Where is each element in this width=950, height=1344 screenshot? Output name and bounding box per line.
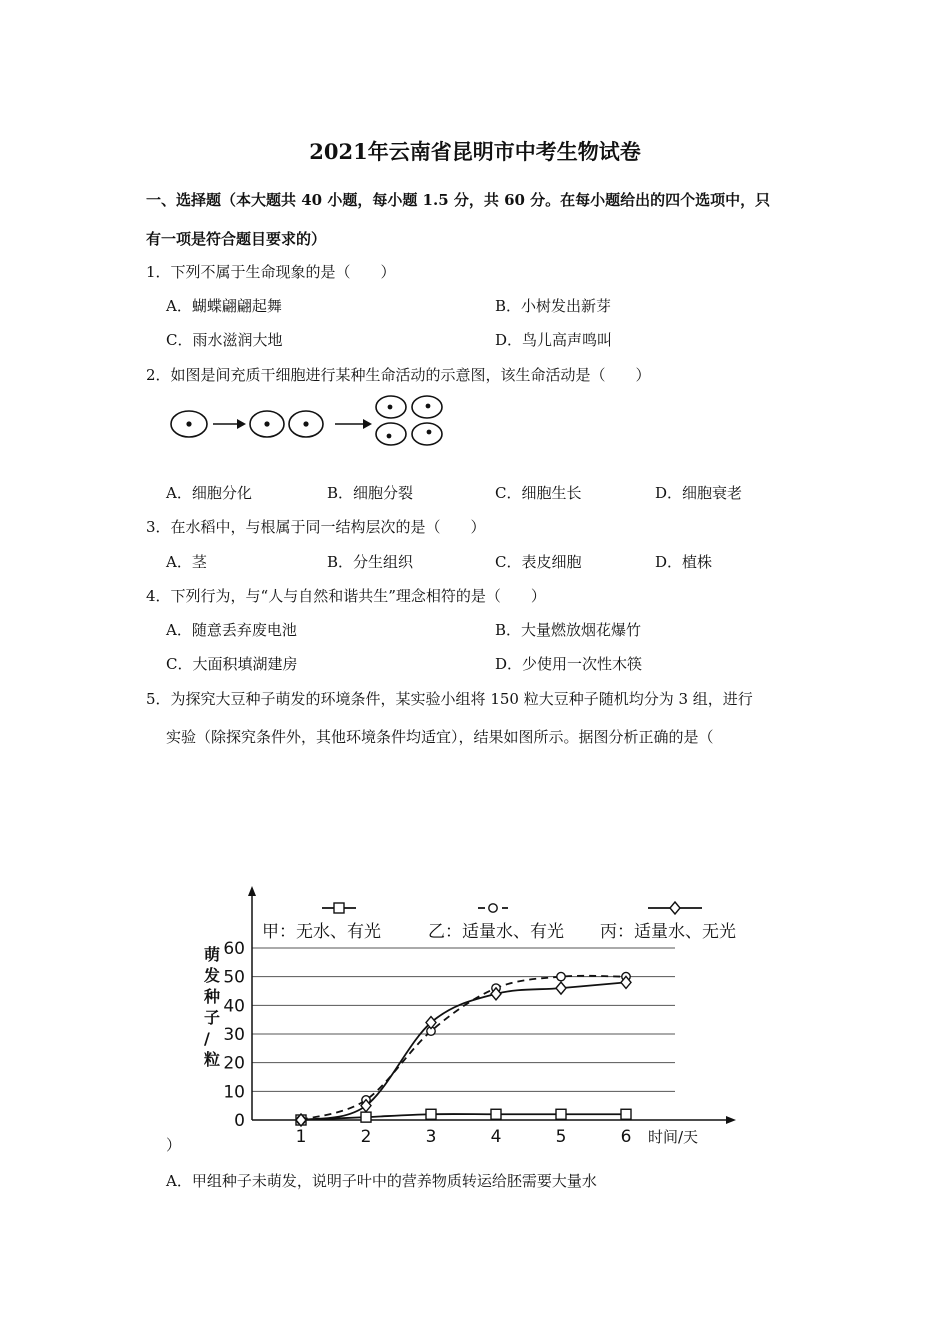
x-tick-label: 5 xyxy=(555,1127,567,1147)
y-tick-label: 50 xyxy=(223,967,245,988)
q3-option-d: D．植株 xyxy=(655,553,713,571)
data-point-series-1 xyxy=(621,1109,631,1119)
cell-division-diagram xyxy=(165,390,455,450)
x-tick-label: 2 xyxy=(360,1127,372,1147)
q3-option-b: B．分生组织 xyxy=(327,553,414,571)
nucleus xyxy=(303,421,308,426)
question-text: 下列不属于生命现象的是（ ） xyxy=(170,263,396,281)
y-axis-label-char: 萌 xyxy=(204,945,221,964)
series-line-3 xyxy=(301,982,626,1120)
question-5 xyxy=(146,688,753,709)
question-5-close-paren: ） xyxy=(166,1136,182,1154)
y-axis-label-char: 粒 xyxy=(204,1050,221,1069)
question-number: 4． xyxy=(146,587,171,605)
section-heading-line2: 有一项是符合题目要求的） xyxy=(146,230,327,248)
q4-option-b: B．大量燃放烟花爆竹 xyxy=(495,621,642,639)
cell xyxy=(412,423,442,445)
q5-option-a: A．甲组种子未萌发，说明子叶中的营养物质转运给胚需要大量水 xyxy=(166,1172,597,1190)
data-point-series-1 xyxy=(426,1109,436,1119)
x-tick-label: 6 xyxy=(620,1127,632,1147)
question-3 xyxy=(146,516,486,537)
y-axis-label-char: 发 xyxy=(204,966,221,985)
question-number: 1． xyxy=(146,263,171,281)
page-title: 2021年云南省昆明市中考生物试卷 xyxy=(309,139,641,164)
y-tick-label: 60 xyxy=(223,939,245,959)
q1-option-a: A．蝴蝶翩翩起舞 xyxy=(166,297,282,315)
y-tick-label: 20 xyxy=(223,1053,245,1074)
data-point-series-2 xyxy=(557,972,565,980)
question-text: 为探究大豆种子萌发的环境条件，某实验小组将 150 粒大豆种子随机均分为 3 组，进行 xyxy=(170,690,753,708)
y-axis-label xyxy=(203,945,220,1069)
q1-option-b: B．小树发出新芽 xyxy=(495,297,612,315)
x-axis-label: 时间/天 xyxy=(648,1128,699,1146)
y-tick-label: 0 xyxy=(234,1111,245,1131)
y-tick-label: 40 xyxy=(223,996,245,1017)
x-tick-label: 3 xyxy=(425,1127,437,1147)
question-number: 5． xyxy=(146,690,171,708)
question-number: 2． xyxy=(146,366,171,384)
legend-marker xyxy=(489,904,497,912)
q3-option-a: A．茎 xyxy=(166,553,207,571)
nucleus xyxy=(387,434,392,439)
legend-label: 丙：适量水、无光 xyxy=(600,922,736,942)
question-1 xyxy=(146,261,396,282)
nucleus xyxy=(388,405,393,410)
data-point-series-1 xyxy=(361,1112,371,1122)
legend-label: 乙：适量水、有光 xyxy=(428,922,564,942)
section-heading-line1: 一、选择题（本大题共 40 小题，每小题 1.5 分，共 60 分。在每小题给出的四个选项中，只 xyxy=(146,191,771,209)
question-text: 在水稻中，与根属于同一结构层次的是（ ） xyxy=(170,518,486,536)
legend-label: 甲：无水、有光 xyxy=(262,922,381,942)
question-text: 下列行为，与“人与自然和谐共生”理念相符的是（ ） xyxy=(170,587,546,605)
x-tick-label: 1 xyxy=(295,1127,307,1147)
cell xyxy=(376,423,406,445)
x-tick-label: 4 xyxy=(490,1127,502,1147)
question-text: 如图是间充质干细胞进行某种生命活动的示意图，该生命活动是（ ） xyxy=(170,366,651,384)
question-5-line2: 实验（除探究条件外，其他环境条件均适宜），结果如图所示。据图分析正确的是（ xyxy=(166,728,714,746)
q4-option-a: A．随意丢弃废电池 xyxy=(166,621,297,639)
legend-marker xyxy=(670,902,680,914)
nucleus xyxy=(426,404,431,409)
nucleus xyxy=(427,430,432,435)
germination-chart xyxy=(190,880,760,1150)
question-4 xyxy=(146,585,546,606)
q4-option-c: C．大面积填湖建房 xyxy=(166,655,298,673)
y-tick-label: 10 xyxy=(223,1082,245,1103)
q1-option-d: D．鸟儿高声鸣叫 xyxy=(495,331,613,349)
y-tick-label: 30 xyxy=(223,1025,245,1045)
y-axis-label-char: 种 xyxy=(204,987,221,1006)
data-point-series-1 xyxy=(556,1109,566,1119)
q2-option-d: D．细胞衰老 xyxy=(655,484,743,502)
question-2 xyxy=(146,364,651,385)
q1-option-c: C．雨水滋润大地 xyxy=(166,331,283,349)
y-axis-arrow xyxy=(248,886,256,896)
arrow-head xyxy=(363,419,372,429)
q2-option-a: A．细胞分化 xyxy=(166,484,252,502)
question-number: 3． xyxy=(146,518,171,536)
q4-option-d: D．少使用一次性木筷 xyxy=(495,655,643,673)
series-line-2 xyxy=(301,976,626,1120)
data-point-series-1 xyxy=(491,1109,501,1119)
x-axis-arrow xyxy=(726,1116,736,1124)
nucleus xyxy=(264,421,269,426)
series-line-1 xyxy=(301,1114,626,1120)
q2-option-c: C．细胞生长 xyxy=(495,484,582,502)
nucleus xyxy=(186,421,191,426)
data-point-series-3 xyxy=(556,982,566,994)
legend-marker xyxy=(334,903,344,913)
q2-option-b: B．细胞分裂 xyxy=(327,484,414,502)
q3-option-c: C．表皮细胞 xyxy=(495,553,582,571)
arrow-head xyxy=(237,419,246,429)
y-axis-label-char: / xyxy=(204,1029,210,1048)
y-axis-label-char: 子 xyxy=(204,1008,221,1027)
